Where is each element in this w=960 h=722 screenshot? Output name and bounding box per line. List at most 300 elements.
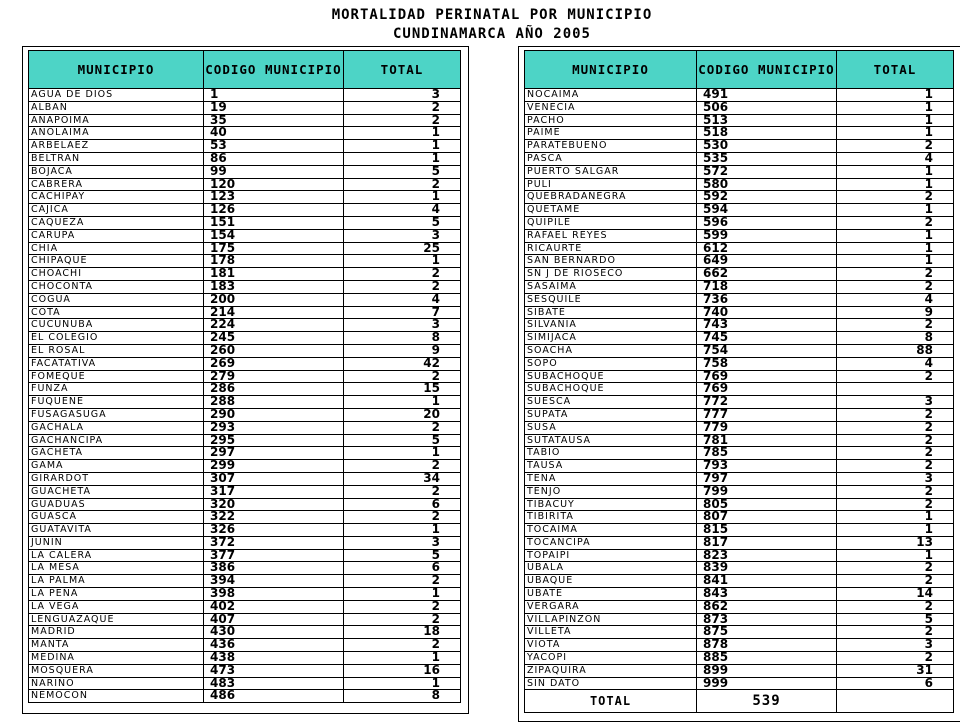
table-row [29, 600, 461, 613]
municipio-cell: CUCUNUBA [29, 319, 204, 332]
codigo-cell: 175 [204, 242, 344, 255]
table-row [29, 639, 461, 652]
page-subtitle: CUNDINAMARCA AÑO 2005 [392, 26, 591, 42]
table-row [29, 652, 461, 665]
codigo-cell: 279 [204, 370, 344, 383]
codigo-cell: 1 [204, 89, 344, 102]
table-row [525, 600, 954, 613]
codigo-cell: 758 [697, 357, 837, 370]
table-row [525, 357, 954, 370]
municipio-cell: GUASCA [29, 511, 204, 524]
total-cell: 1 [837, 255, 954, 268]
total-cell: 4 [837, 293, 954, 306]
codigo-cell: 793 [697, 460, 837, 473]
total-cell: 1 [837, 101, 954, 114]
total-cell: 15 [344, 383, 461, 396]
total-cell: 2 [837, 460, 954, 473]
total-cell: 1 [837, 524, 954, 537]
codigo-cell: 718 [697, 280, 837, 293]
total-cell: 2 [837, 575, 954, 588]
total-label: TOTAL [525, 690, 697, 713]
total-cell: 1 [837, 242, 954, 255]
total-cell: 2 [837, 498, 954, 511]
table-row [29, 101, 461, 114]
total-value: 539 [697, 690, 837, 713]
total-cell: 2 [344, 575, 461, 588]
codigo-cell: 769 [697, 383, 837, 396]
municipio-cell: TIBACUY [525, 498, 697, 511]
municipio-cell: NARIÑO [29, 677, 204, 690]
total-cell: 1 [344, 255, 461, 268]
municipio-cell: GIRARDOT [29, 472, 204, 485]
left-mortality-table [28, 50, 461, 703]
municipio-cell: SILVANIA [525, 319, 697, 332]
total-cell: 3 [344, 536, 461, 549]
table-row [29, 216, 461, 229]
codigo-cell: 53 [204, 140, 344, 153]
total-cell: 5 [837, 613, 954, 626]
municipio-cell: UBATE [525, 588, 697, 601]
total-cell: 2 [837, 485, 954, 498]
municipio-cell: GUATAVITA [29, 524, 204, 537]
codigo-cell: 745 [697, 332, 837, 345]
table-row [525, 216, 954, 229]
codigo-cell: 518 [697, 127, 837, 140]
total-cell: 8 [344, 690, 461, 703]
municipio-cell: SUESCA [525, 396, 697, 409]
total-cell: 1 [837, 165, 954, 178]
table-row [29, 191, 461, 204]
codigo-cell: 885 [697, 652, 837, 665]
table-row [29, 332, 461, 345]
table-row [29, 383, 461, 396]
total-cell: 1 [837, 114, 954, 127]
municipio-cell: CHOACHI [29, 268, 204, 281]
total-cell: 1 [344, 396, 461, 409]
municipio-cell: GUADUAS [29, 498, 204, 511]
table-row [525, 127, 954, 140]
table-row [525, 677, 954, 690]
table-row [29, 626, 461, 639]
codigo-cell: 740 [697, 306, 837, 319]
table-row [29, 562, 461, 575]
total-cell: 6 [344, 498, 461, 511]
total-cell: 1 [837, 549, 954, 562]
codigo-cell: 777 [697, 408, 837, 421]
codigo-cell: 823 [697, 549, 837, 562]
table-row [525, 536, 954, 549]
total-cell: 31 [837, 664, 954, 677]
codigo-cell: 572 [697, 165, 837, 178]
total-cell: 2 [344, 639, 461, 652]
codigo-cell: 486 [204, 690, 344, 703]
table-row [525, 152, 954, 165]
table-row [525, 613, 954, 626]
municipio-cell: SN J DE RIOSECO [525, 268, 697, 281]
municipio-cell: EL COLEGIO [29, 332, 204, 345]
total-cell: 2 [837, 626, 954, 639]
table-row [29, 677, 461, 690]
table-header-row [525, 51, 954, 89]
municipio-cell: CHIPAQUE [29, 255, 204, 268]
table-row [29, 664, 461, 677]
codigo-cell: 126 [204, 204, 344, 217]
table-header-row [29, 51, 461, 89]
total-cell: 4 [837, 152, 954, 165]
total-cell: 1 [837, 127, 954, 140]
table-row [525, 268, 954, 281]
municipio-cell: VILLETA [525, 626, 697, 639]
codigo-cell: 35 [204, 114, 344, 127]
total-cell: 1 [344, 140, 461, 153]
table-row [525, 498, 954, 511]
table-row [525, 191, 954, 204]
municipio-cell: LA CALERA [29, 549, 204, 562]
total-cell: 5 [344, 549, 461, 562]
municipio-cell: SOACHA [525, 344, 697, 357]
table-row [525, 524, 954, 537]
table-row [29, 434, 461, 447]
table-row [525, 434, 954, 447]
total-cell: 3 [837, 396, 954, 409]
total-cell: 2 [344, 268, 461, 281]
municipio-cell: SAN BERNARDO [525, 255, 697, 268]
total-cell: 3 [837, 472, 954, 485]
total-cell: 1 [344, 152, 461, 165]
municipio-cell: BOJACA [29, 165, 204, 178]
municipio-cell: ARBELAEZ [29, 140, 204, 153]
total-cell: 2 [344, 421, 461, 434]
codigo-cell: 320 [204, 498, 344, 511]
municipio-cell: ZIPAQUIRA [525, 664, 697, 677]
codigo-cell: 299 [204, 460, 344, 473]
table-row [29, 472, 461, 485]
total-cell: 88 [837, 344, 954, 357]
codigo-cell: 592 [697, 191, 837, 204]
codigo-cell: 398 [204, 588, 344, 601]
codigo-cell: 40 [204, 127, 344, 140]
municipio-cell: MADRID [29, 626, 204, 639]
codigo-cell: 839 [697, 562, 837, 575]
total-cell: 2 [837, 216, 954, 229]
codigo-cell: 214 [204, 306, 344, 319]
table-row [525, 664, 954, 677]
municipio-cell: TOPAIPI [525, 549, 697, 562]
municipio-cell: RICAURTE [525, 242, 697, 255]
municipio-cell: VENECIA [525, 101, 697, 114]
codigo-cell: 769 [697, 370, 837, 383]
total-cell: 2 [344, 460, 461, 473]
table-row [525, 242, 954, 255]
table-row [525, 447, 954, 460]
table-row [29, 229, 461, 242]
municipio-cell: QUEBRADANEGRA [525, 191, 697, 204]
municipio-cell: COGUA [29, 293, 204, 306]
table-row [525, 332, 954, 345]
total-cell: 1 [344, 127, 461, 140]
codigo-cell: 772 [697, 396, 837, 409]
total-cell: 1 [837, 511, 954, 524]
codigo-cell: 779 [697, 421, 837, 434]
table-row [29, 165, 461, 178]
municipio-cell: LA VEGA [29, 600, 204, 613]
table-row [525, 114, 954, 127]
total-cell: 2 [344, 101, 461, 114]
total-cell: 1 [837, 229, 954, 242]
codigo-cell: 580 [697, 178, 837, 191]
municipio-cell: VIOTA [525, 639, 697, 652]
municipio-cell: SUSA [525, 421, 697, 434]
codigo-cell: 754 [697, 344, 837, 357]
municipio-cell: SUBACHOQUE [525, 370, 697, 383]
municipio-cell: PASCA [525, 152, 697, 165]
municipio-cell: LENGUAZAQUE [29, 613, 204, 626]
codigo-cell: 377 [204, 549, 344, 562]
codigo-cell: 386 [204, 562, 344, 575]
codigo-cell: 785 [697, 447, 837, 460]
municipio-cell: QUIPILE [525, 216, 697, 229]
total-cell: 1 [344, 677, 461, 690]
table-row [525, 101, 954, 114]
total-cell: 2 [837, 268, 954, 281]
codigo-cell: 899 [697, 664, 837, 677]
table-row [525, 140, 954, 153]
municipio-cell: TENA [525, 472, 697, 485]
codigo-cell: 290 [204, 408, 344, 421]
codigo-cell: 181 [204, 268, 344, 281]
municipio-cell: COTA [29, 306, 204, 319]
codigo-cell: 245 [204, 332, 344, 345]
municipio-cell: PULI [525, 178, 697, 191]
total-cell: 2 [837, 280, 954, 293]
municipio-cell: SUBACHOQUE [525, 383, 697, 396]
total-cell: 2 [344, 280, 461, 293]
municipio-cell: GACHALA [29, 421, 204, 434]
municipio-cell: EL ROSAL [29, 344, 204, 357]
municipio-cell: FUNZA [29, 383, 204, 396]
codigo-cell: 154 [204, 229, 344, 242]
codigo-cell: 295 [204, 434, 344, 447]
codigo-cell: 326 [204, 524, 344, 537]
codigo-cell: 862 [697, 600, 837, 613]
codigo-cell: 372 [204, 536, 344, 549]
table-row [29, 447, 461, 460]
total-cell: 2 [837, 434, 954, 447]
total-cell: 3 [344, 89, 461, 102]
municipio-cell: CARUPA [29, 229, 204, 242]
header-total: TOTAL [344, 51, 461, 89]
page-title: MORTALIDAD PERINATAL POR MUNICIPIO [331, 7, 653, 23]
municipio-cell: QUETAME [525, 204, 697, 217]
table-row [525, 396, 954, 409]
total-cell [837, 383, 954, 396]
table-row [29, 357, 461, 370]
table-row [29, 690, 461, 703]
total-cell: 1 [344, 588, 461, 601]
municipio-cell: ALBAN [29, 101, 204, 114]
codigo-cell: 797 [697, 472, 837, 485]
municipio-cell: FACATATIVA [29, 357, 204, 370]
table-row [525, 408, 954, 421]
municipio-cell: AGUA DE DIOS [29, 89, 204, 102]
total-cell: 1 [837, 178, 954, 191]
municipio-cell: PARATEBUENO [525, 140, 697, 153]
total-cell: 8 [837, 332, 954, 345]
table-row [29, 524, 461, 537]
codigo-cell: 612 [697, 242, 837, 255]
total-cell: 2 [837, 421, 954, 434]
codigo-cell: 875 [697, 626, 837, 639]
header-codigo: CODIGO MUNICIPIO [204, 51, 344, 89]
total-cell: 1 [344, 191, 461, 204]
total-cell: 16 [344, 664, 461, 677]
table-row [29, 408, 461, 421]
total-cell: 2 [344, 613, 461, 626]
table-row [525, 485, 954, 498]
total-cell: 2 [837, 319, 954, 332]
total-cell: 9 [837, 306, 954, 319]
table-row [525, 89, 954, 102]
codigo-cell: 535 [697, 152, 837, 165]
total-cell: 2 [344, 178, 461, 191]
table-row [525, 639, 954, 652]
total-cell: 2 [837, 447, 954, 460]
total-blank-cell [837, 690, 954, 713]
municipio-cell: GAMA [29, 460, 204, 473]
total-cell: 6 [344, 562, 461, 575]
codigo-cell: 599 [697, 229, 837, 242]
codigo-cell: 878 [697, 639, 837, 652]
total-cell: 2 [837, 562, 954, 575]
total-cell: 3 [344, 319, 461, 332]
table-row [525, 306, 954, 319]
table-row [29, 396, 461, 409]
total-cell: 2 [837, 191, 954, 204]
municipio-cell: NOCAIMA [525, 89, 697, 102]
table-row [525, 472, 954, 485]
total-cell: 18 [344, 626, 461, 639]
codigo-cell: 843 [697, 588, 837, 601]
total-cell: 5 [344, 165, 461, 178]
codigo-cell: 596 [697, 216, 837, 229]
municipio-cell: SASAIMA [525, 280, 697, 293]
codigo-cell: 841 [697, 575, 837, 588]
municipio-cell: RAFAEL REYES [525, 229, 697, 242]
total-cell: 13 [837, 536, 954, 549]
codigo-cell: 873 [697, 613, 837, 626]
municipio-cell: SUPATA [525, 408, 697, 421]
codigo-cell: 491 [697, 89, 837, 102]
total-cell: 2 [837, 652, 954, 665]
total-cell: 34 [344, 472, 461, 485]
municipio-cell: TOCAIMA [525, 524, 697, 537]
table-row [29, 613, 461, 626]
municipio-cell: LA PALMA [29, 575, 204, 588]
total-cell: 4 [837, 357, 954, 370]
municipio-cell: GUACHETA [29, 485, 204, 498]
codigo-cell: 594 [697, 204, 837, 217]
total-cell: 2 [344, 114, 461, 127]
table-row [29, 268, 461, 281]
table-row [29, 178, 461, 191]
municipio-cell: GACHANCIPA [29, 434, 204, 447]
table-row [29, 280, 461, 293]
table-row [525, 370, 954, 383]
codigo-cell: 19 [204, 101, 344, 114]
codigo-cell: 288 [204, 396, 344, 409]
municipio-cell: SOPO [525, 357, 697, 370]
total-cell: 6 [837, 677, 954, 690]
codigo-cell: 407 [204, 613, 344, 626]
municipio-cell: ANAPOIMA [29, 114, 204, 127]
municipio-cell: SIN DATO [525, 677, 697, 690]
table-row [29, 421, 461, 434]
codigo-cell: 530 [697, 140, 837, 153]
table-row [525, 549, 954, 562]
codigo-cell: 662 [697, 268, 837, 281]
municipio-cell: FUSAGASUGA [29, 408, 204, 421]
table-row [525, 319, 954, 332]
codigo-cell: 817 [697, 536, 837, 549]
municipio-cell: VERGARA [525, 600, 697, 613]
table-row [29, 511, 461, 524]
codigo-cell: 123 [204, 191, 344, 204]
municipio-cell: BELTRAN [29, 152, 204, 165]
total-cell: 4 [344, 293, 461, 306]
codigo-cell: 307 [204, 472, 344, 485]
total-cell: 1 [344, 652, 461, 665]
table-row [29, 242, 461, 255]
codigo-cell: 322 [204, 511, 344, 524]
table-row [525, 460, 954, 473]
municipio-cell: LA MESA [29, 562, 204, 575]
table-row [525, 588, 954, 601]
table-row [525, 421, 954, 434]
total-cell: 20 [344, 408, 461, 421]
codigo-cell: 178 [204, 255, 344, 268]
codigo-cell: 286 [204, 383, 344, 396]
municipio-cell: MEDINA [29, 652, 204, 665]
table-row [29, 485, 461, 498]
municipio-cell: ANOLAIMA [29, 127, 204, 140]
table-row [525, 165, 954, 178]
total-cell: 2 [344, 511, 461, 524]
codigo-cell: 436 [204, 639, 344, 652]
table-row [525, 562, 954, 575]
municipio-cell: FUQUENE [29, 396, 204, 409]
codigo-cell: 807 [697, 511, 837, 524]
codigo-cell: 402 [204, 600, 344, 613]
table-row [29, 255, 461, 268]
table-row [29, 204, 461, 217]
municipio-cell: PAIME [525, 127, 697, 140]
municipio-cell: CAJICA [29, 204, 204, 217]
table-row [525, 280, 954, 293]
codigo-cell: 736 [697, 293, 837, 306]
table-row [525, 255, 954, 268]
total-cell: 14 [837, 588, 954, 601]
codigo-cell: 293 [204, 421, 344, 434]
codigo-cell: 743 [697, 319, 837, 332]
codigo-cell: 483 [204, 677, 344, 690]
table-row [29, 460, 461, 473]
codigo-cell: 805 [697, 498, 837, 511]
codigo-cell: 430 [204, 626, 344, 639]
codigo-cell: 260 [204, 344, 344, 357]
table-row [525, 383, 954, 396]
total-cell: 2 [837, 408, 954, 421]
total-cell: 8 [344, 332, 461, 345]
